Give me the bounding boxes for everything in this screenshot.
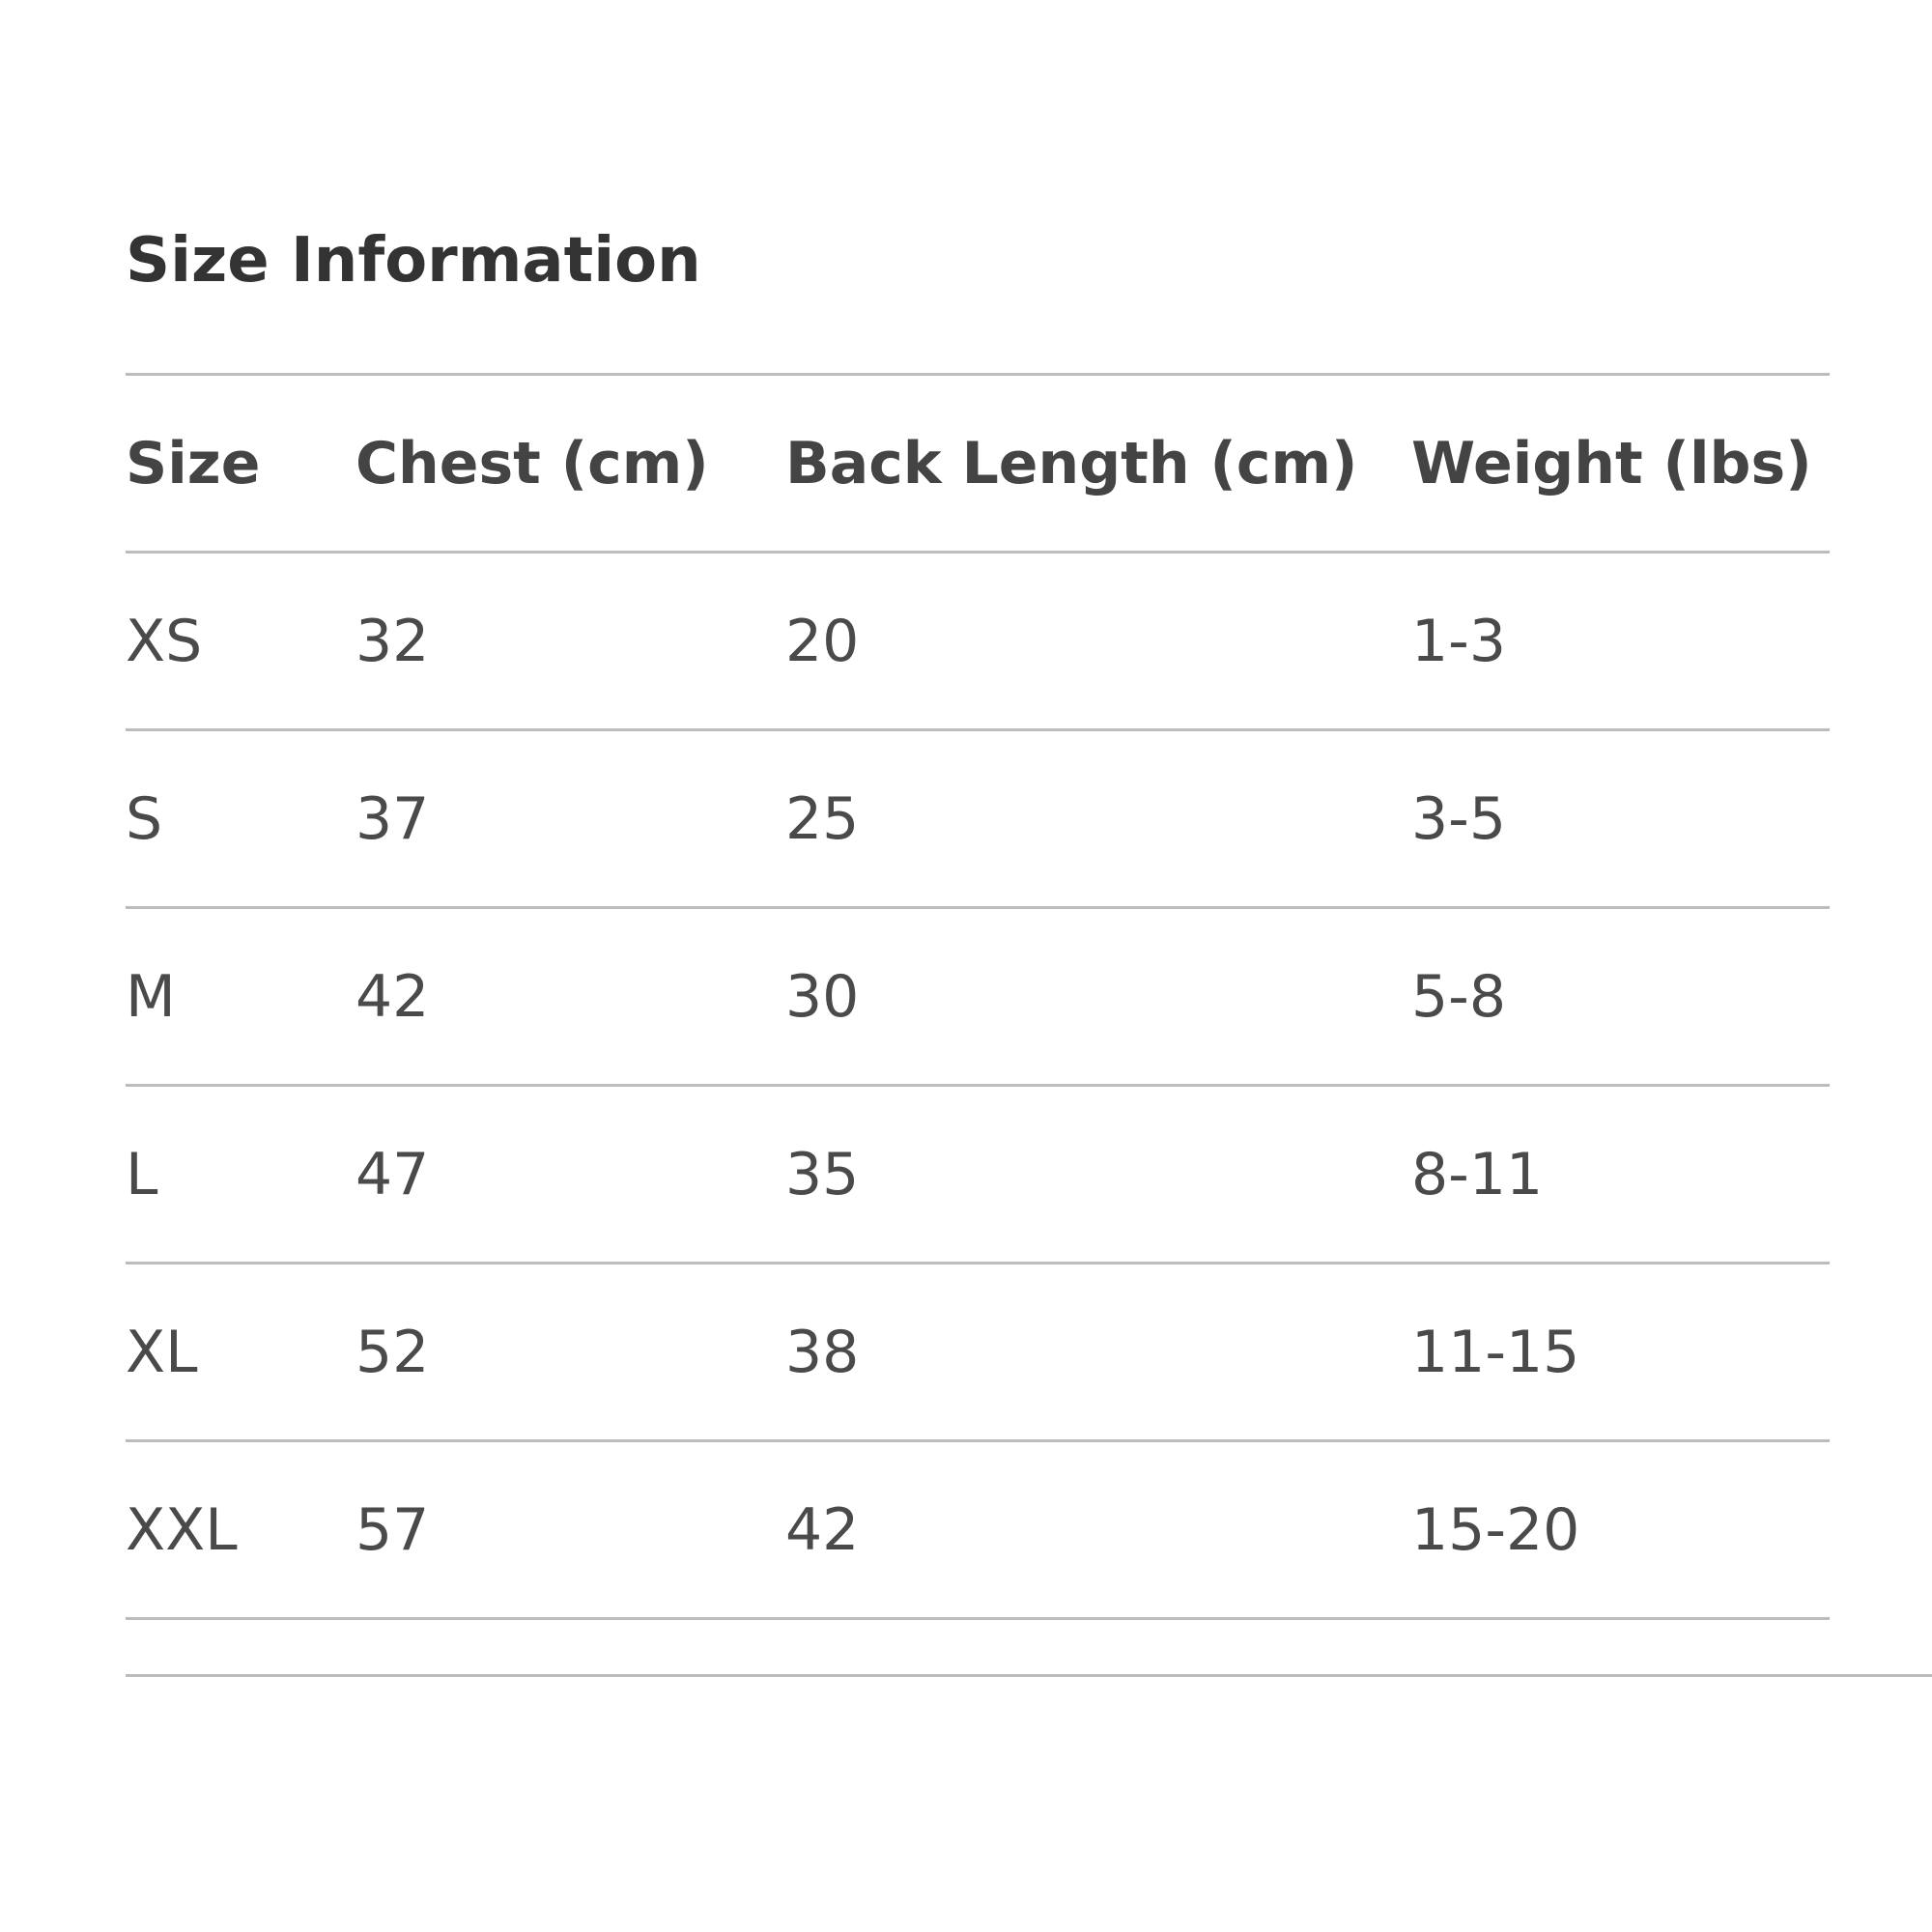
header-back-length: Back Length (cm) (785, 375, 1411, 553)
cell-chest: 57 (355, 1441, 785, 1619)
cell-weight: 1-3 (1411, 553, 1830, 730)
cell-back-length: 30 (785, 908, 1411, 1086)
cell-chest: 47 (355, 1086, 785, 1264)
cell-size: XXL (126, 1441, 355, 1619)
section-title: Size Information (126, 225, 701, 297)
cell-size: XS (126, 553, 355, 730)
cell-back-length: 42 (785, 1441, 1411, 1619)
cell-weight: 5-8 (1411, 908, 1830, 1086)
header-size: Size (126, 375, 355, 553)
cell-size: M (126, 908, 355, 1086)
cell-weight: 8-11 (1411, 1086, 1830, 1264)
table-row (126, 1441, 1830, 1619)
cell-size: L (126, 1086, 355, 1264)
table-row (126, 553, 1830, 730)
section-divider (126, 1674, 1932, 1677)
cell-chest: 32 (355, 553, 785, 730)
cell-weight: 3-5 (1411, 730, 1830, 908)
cell-size: XL (126, 1264, 355, 1441)
cell-chest: 52 (355, 1264, 785, 1441)
table-row (126, 908, 1830, 1086)
header-weight: Weight (lbs) (1411, 375, 1830, 553)
cell-back-length: 38 (785, 1264, 1411, 1441)
table-header-row (126, 375, 1830, 553)
cell-weight: 11-15 (1411, 1264, 1830, 1441)
size-table (126, 373, 1830, 1620)
cell-chest: 42 (355, 908, 785, 1086)
cell-size: S (126, 730, 355, 908)
table-row (126, 730, 1830, 908)
cell-back-length: 35 (785, 1086, 1411, 1264)
header-chest: Chest (cm) (355, 375, 785, 553)
cell-back-length: 20 (785, 553, 1411, 730)
table-row (126, 1264, 1830, 1441)
table-row (126, 1086, 1830, 1264)
cell-weight: 15-20 (1411, 1441, 1830, 1619)
cell-chest: 37 (355, 730, 785, 908)
cell-back-length: 25 (785, 730, 1411, 908)
